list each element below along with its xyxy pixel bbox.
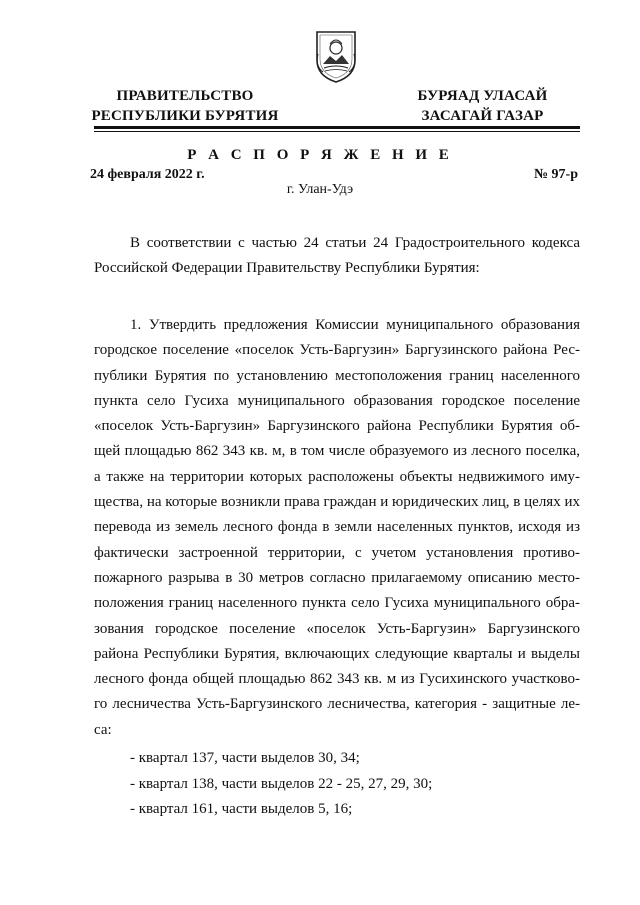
- issuer-line-2: ЗАСАГАЙ ГАЗАР: [421, 108, 544, 124]
- list-item: - квартал 138, части выделов 22 - 25, 27, 29, 30;: [130, 775, 433, 792]
- issuer-line-2: РЕСПУБЛИКИ БУРЯТИЯ: [91, 108, 279, 124]
- issuer-line-1: БУРЯАД УЛАСАЙ: [417, 88, 548, 104]
- quarter-list: [130, 746, 432, 823]
- coat-of-arms-icon: [313, 26, 359, 84]
- header-divider: [94, 126, 580, 129]
- header-divider-thin: [94, 131, 580, 132]
- item-1-paragraph: [94, 313, 580, 743]
- issuer-name-russian: [80, 86, 290, 126]
- document-title: Р А С П О Р Я Ж Е Н И Е: [187, 147, 453, 163]
- list-item: - квартал 161, части выделов 5, 16;: [130, 801, 353, 817]
- document-date: 24 февраля 2022 г.: [90, 167, 205, 182]
- document-city: г. Улан-Удэ: [286, 182, 354, 197]
- list-item: - квартал 137, части выделов 30, 34;: [130, 750, 360, 766]
- intro-text: В соответствии с частью 24 статьи 24 Градостроительного кодекса Российской Федерации Правительству Республики Бурятия:: [94, 235, 580, 277]
- document-number: № 97-р: [533, 167, 578, 182]
- issuer-name-buryat: [400, 86, 565, 126]
- issuer-line-1: ПРАВИТЕЛЬСТВО: [116, 88, 254, 104]
- item-1-text: 1. Утвердить предложения Комиссии муниципального образования городское поселение «поселок Усть-Баргузин» Баргузинского района Республики Бурятия по установлению местоположения границ населенного пункта село Гусиха муниципального образования городское поселение «поселок Усть-Баргузин» Баргузинского района Республики Бурятия общей площадью 862 343 кв. м, в том числе образуемого из лесного поселка, а также на территории которых расположены объекты недвижимого имущества, на которые возникли права граждан и юридических лиц, в целях их перевода из земель лесного фонда в земли населенных пунктов, исходя из фактически застроенной территории, с учетом установления противопожарного разрыва в 30 метров согласно прилагаемому описанию местоположения границ населенного пункта село Гусиха муниципального образования городское поселение «поселок Усть-Баргузин» Баргузинского района Республики Бурятия, включающих следующие кварталы и выделы лесного фонда общей площадью 862 343 кв. м из Гусихинского участкового лесничества Усть-Баргузинского лесничества, категория - защитные леса:: [94, 317, 580, 738]
- intro-paragraph: [94, 231, 580, 282]
